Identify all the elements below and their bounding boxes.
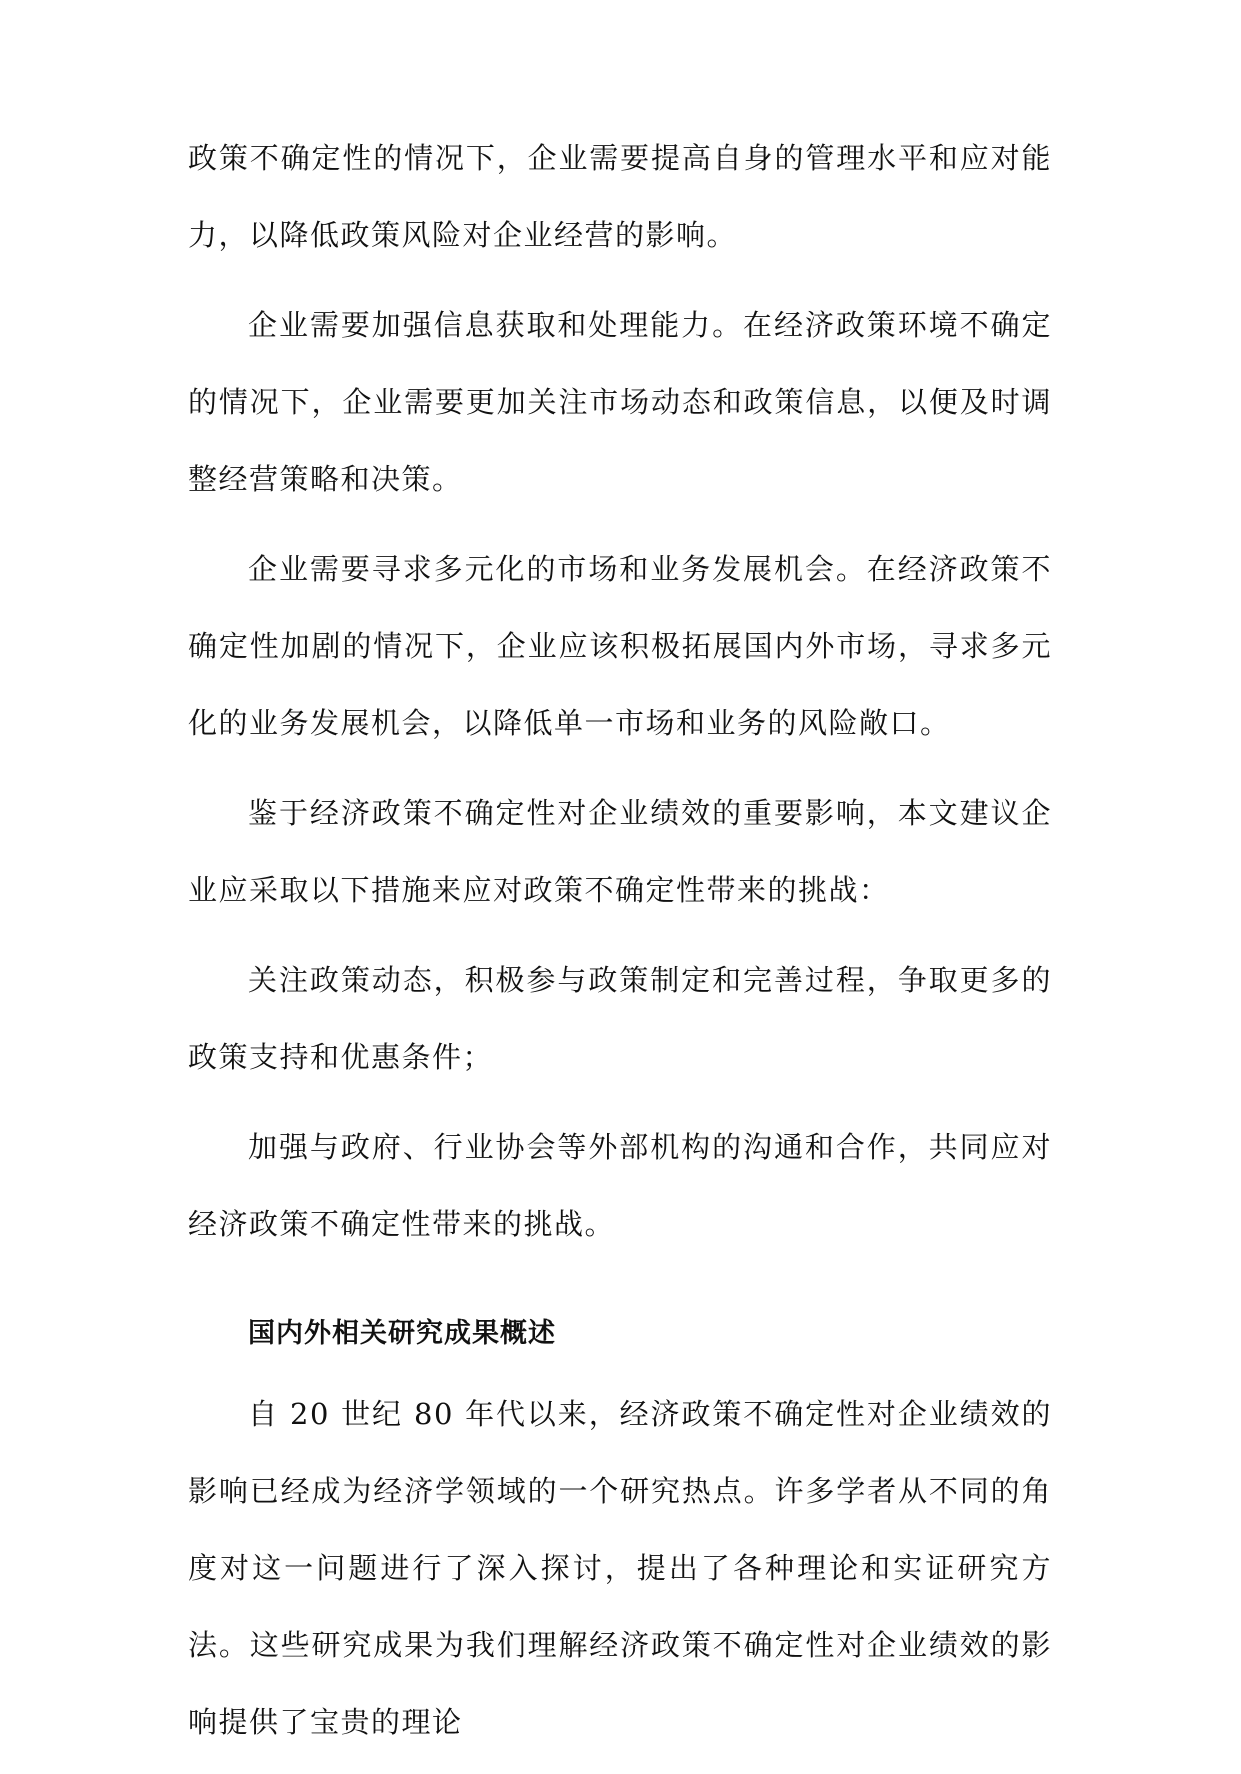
paragraph-information-capability: 企业需要加强信息获取和处理能力。在经济政策环境不确定的情况下，企业需要更加关注市场动态和政策信息，以便及时调整经营策略和决策。 xyxy=(188,308,1052,496)
document-page xyxy=(188,120,1052,1774)
paragraph-recommendation-cooperation: 加强与政府、行业协会等外部机构的沟通和合作，共同应对经济政策不确定性带来的挑战。 xyxy=(188,1130,1052,1241)
paragraph-recommendations-intro: 鉴于经济政策不确定性对企业绩效的重要影响，本文建议企业应采取以下措施来应对政策不确定性带来的挑战： xyxy=(188,796,1052,907)
section-heading: 国内外相关研究成果概述 xyxy=(248,1318,556,1349)
paragraph-continuation: 政策不确定性的情况下，企业需要提高自身的管理水平和应对能力，以降低政策风险对企业经营的影响。 xyxy=(188,141,1052,252)
paragraph-recommendation-policy-tracking: 关注政策动态，积极参与政策制定和完善过程，争取更多的政策支持和优惠条件； xyxy=(188,963,1052,1074)
paragraph-diversification: 企业需要寻求多元化的市场和业务发展机会。在经济政策不确定性加剧的情况下，企业应该积极拓展国内外市场，寻求多元化的业务发展机会，以降低单一市场和业务的风险敞口。 xyxy=(188,552,1052,740)
paragraph-research-overview: 自 20 世纪 80 年代以来，经济政策不确定性对企业绩效的影响已经成为经济学领域的一个研究热点。许多学者从不同的角度对这一问题进行了深入探讨，提出了各种理论和实证研究方法。这些研究成果为我们理解经济政策不确定性对企业绩效的影响提供了宝贵的理论 xyxy=(188,1397,1052,1739)
